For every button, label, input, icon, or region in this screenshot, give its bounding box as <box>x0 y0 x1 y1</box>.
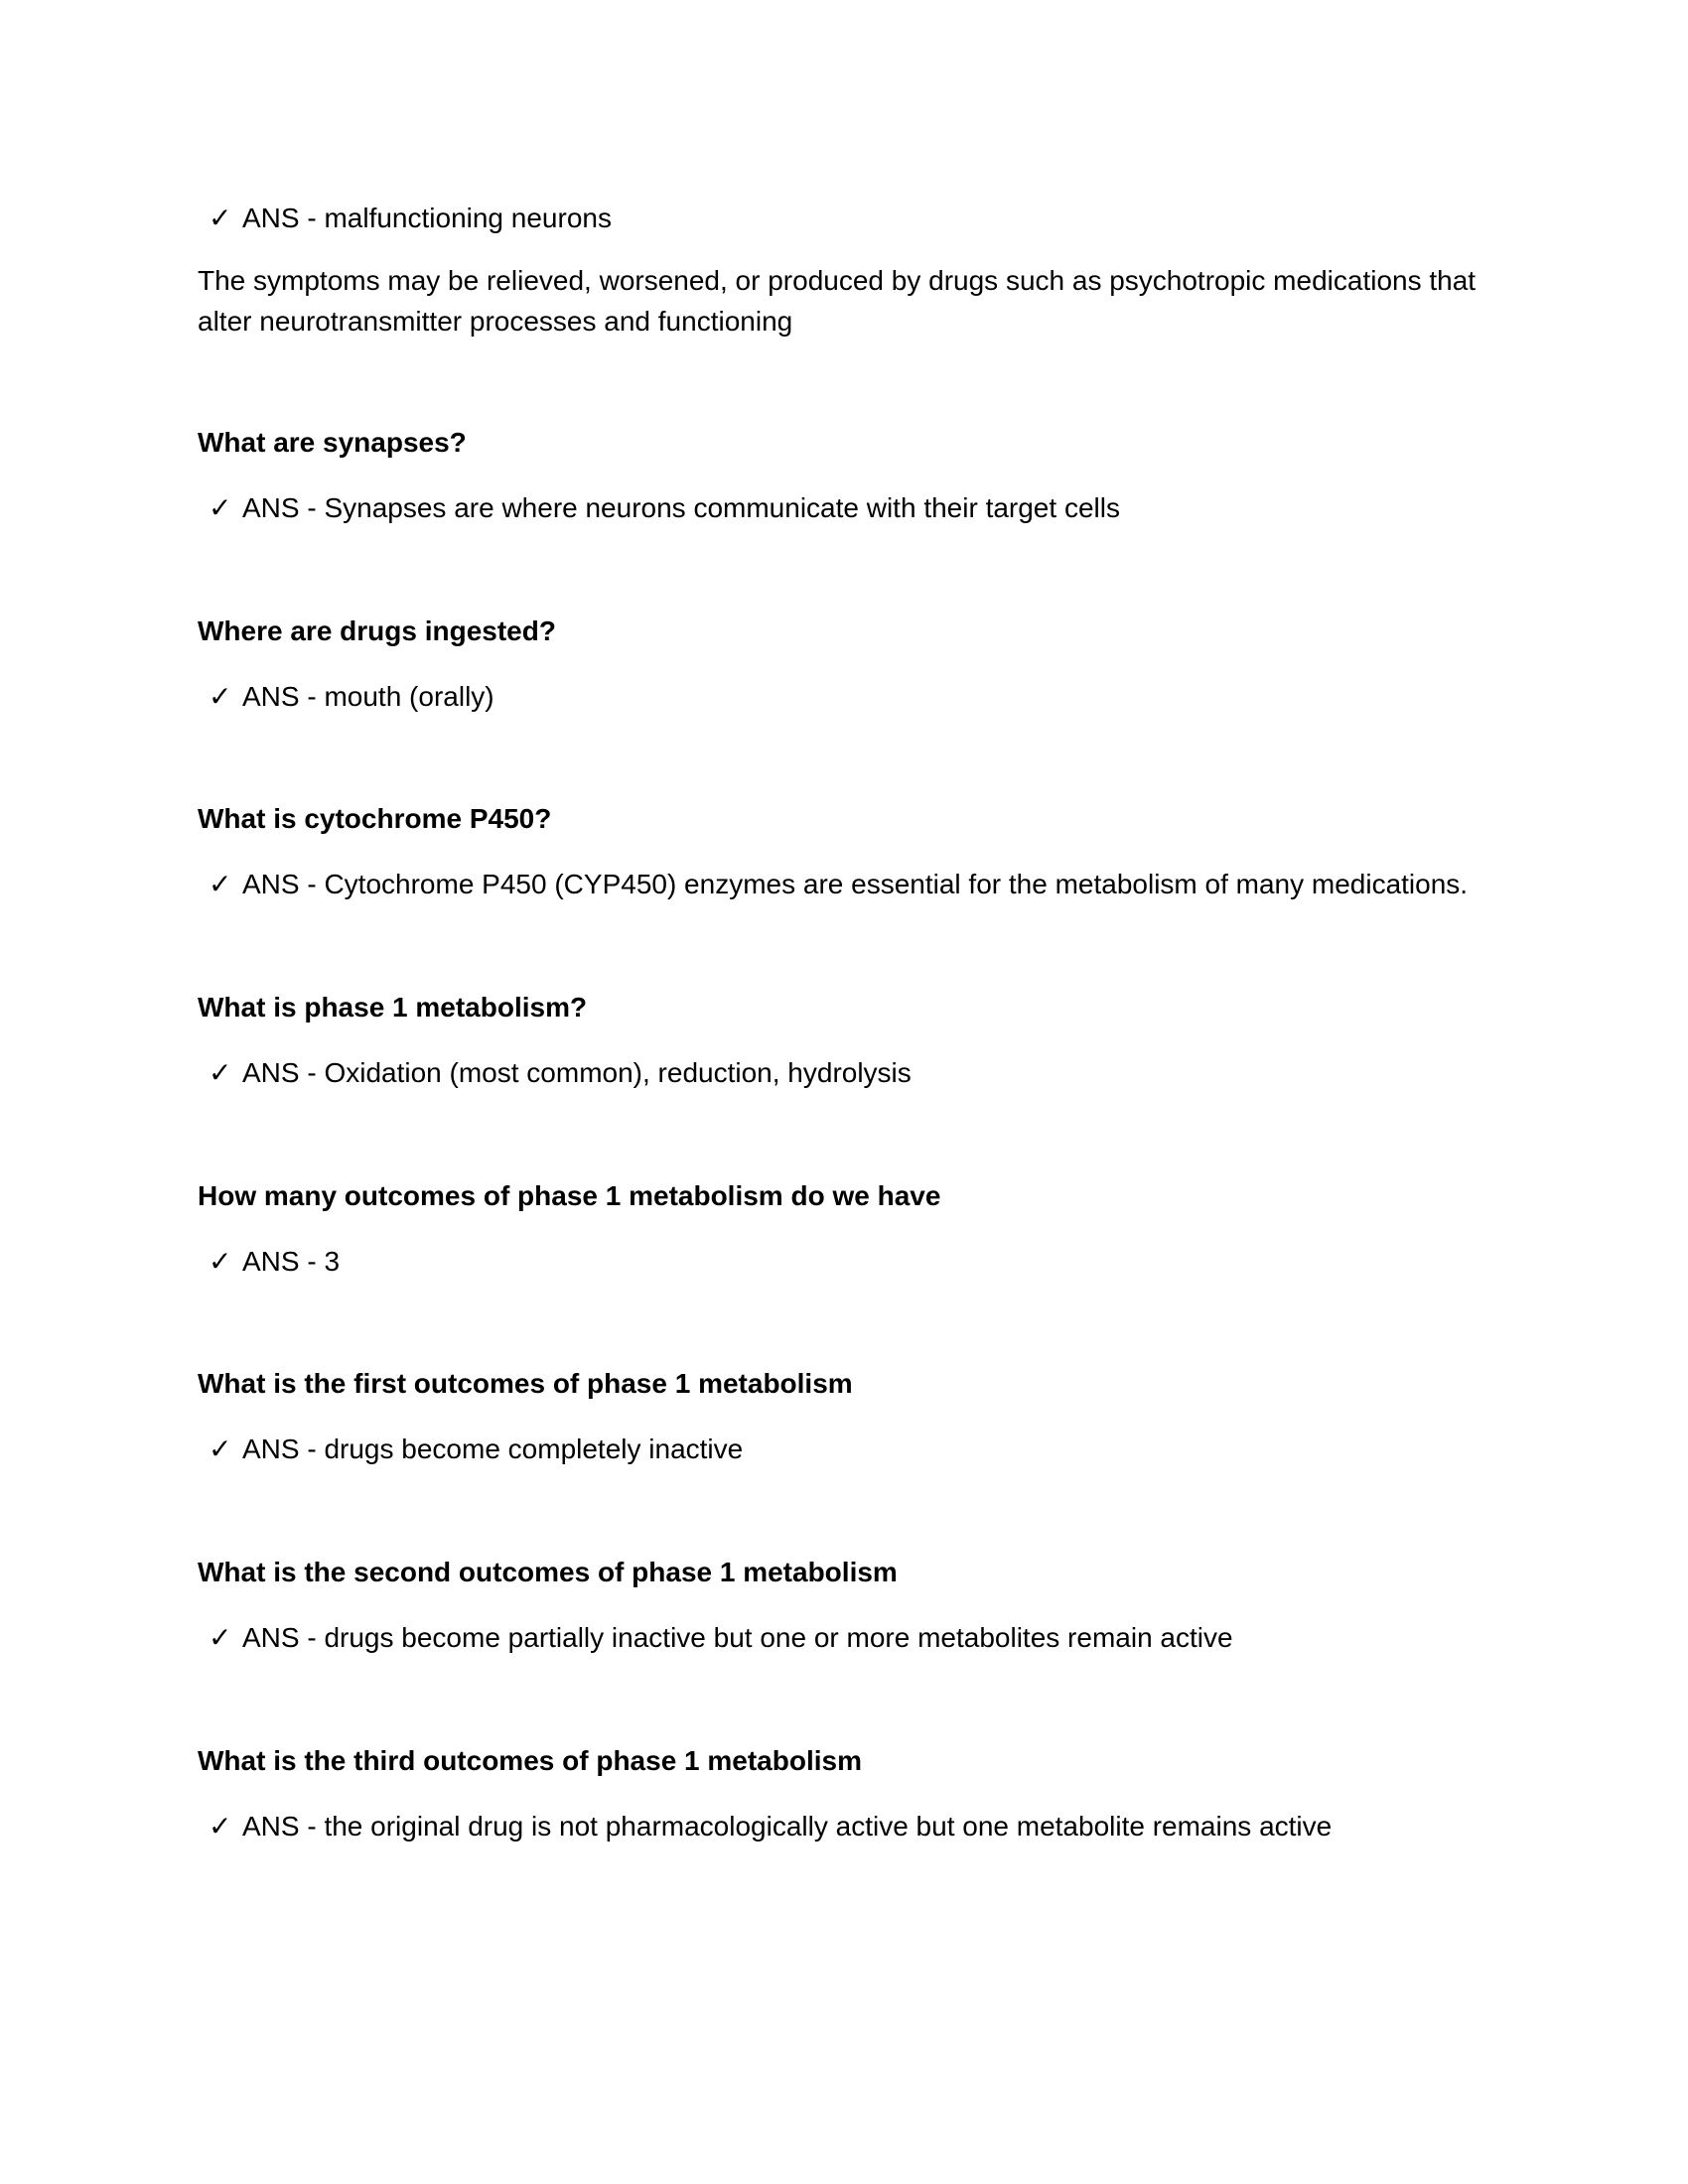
check-icon: ✓ <box>209 203 232 233</box>
check-icon: ✓ <box>209 492 232 523</box>
answer-6 <box>209 1432 743 1467</box>
question-3: What is cytochrome P450? <box>198 803 552 834</box>
check-icon: ✓ <box>209 1057 232 1088</box>
answer-4 <box>209 1055 912 1091</box>
intro-paragraph: The symptoms may be relieved, worsened, or produced by drugs such as psychotropic medications that alter neurotransmitter processes and functioning <box>198 265 1477 337</box>
check-icon: ✓ <box>209 869 232 899</box>
answer-text: ANS - mouth (orally) <box>242 681 494 712</box>
answer-text: ANS - Cytochrome P450 (CYP450) enzymes are essential for the metabolism of many medications. <box>242 869 1469 899</box>
answer-text: ANS - drugs become completely inactive <box>242 1433 744 1464</box>
answer-text: ANS - the original drug is not pharmacologically active but one metabolite remains active <box>242 1811 1333 1842</box>
check-icon: ✓ <box>209 681 232 712</box>
answer-text: ANS - drugs become partially inactive but one or more metabolites remain active <box>242 1622 1233 1653</box>
question-1: What are synapses? <box>198 427 467 458</box>
answer-text: ANS - 3 <box>242 1246 341 1277</box>
check-icon: ✓ <box>209 1433 232 1464</box>
intro-answer <box>209 201 612 236</box>
question-4: What is phase 1 metabolism? <box>198 992 588 1023</box>
check-icon: ✓ <box>209 1811 232 1842</box>
answer-8 <box>209 1809 1332 1844</box>
question-6: What is the first outcomes of phase 1 metabolism <box>198 1368 853 1399</box>
answer-text: ANS - Oxidation (most common), reduction, hydrolysis <box>242 1057 912 1088</box>
check-icon: ✓ <box>209 1622 232 1653</box>
answer-7 <box>209 1620 1233 1656</box>
document-page <box>198 0 1508 2184</box>
answer-3 <box>209 867 1468 902</box>
answer-5 <box>209 1244 340 1280</box>
answer-text: ANS - malfunctioning neurons <box>242 203 612 233</box>
question-7: What is the second outcomes of phase 1 metabolism <box>198 1557 898 1587</box>
question-5: How many outcomes of phase 1 metabolism do we have <box>198 1180 941 1211</box>
answer-2 <box>209 679 494 715</box>
question-2: Where are drugs ingested? <box>198 615 556 646</box>
answer-1 <box>209 490 1120 526</box>
check-icon: ✓ <box>209 1246 232 1277</box>
answer-text: ANS - Synapses are where neurons communicate with their target cells <box>242 492 1120 523</box>
question-8: What is the third outcomes of phase 1 metabolism <box>198 1745 862 1776</box>
